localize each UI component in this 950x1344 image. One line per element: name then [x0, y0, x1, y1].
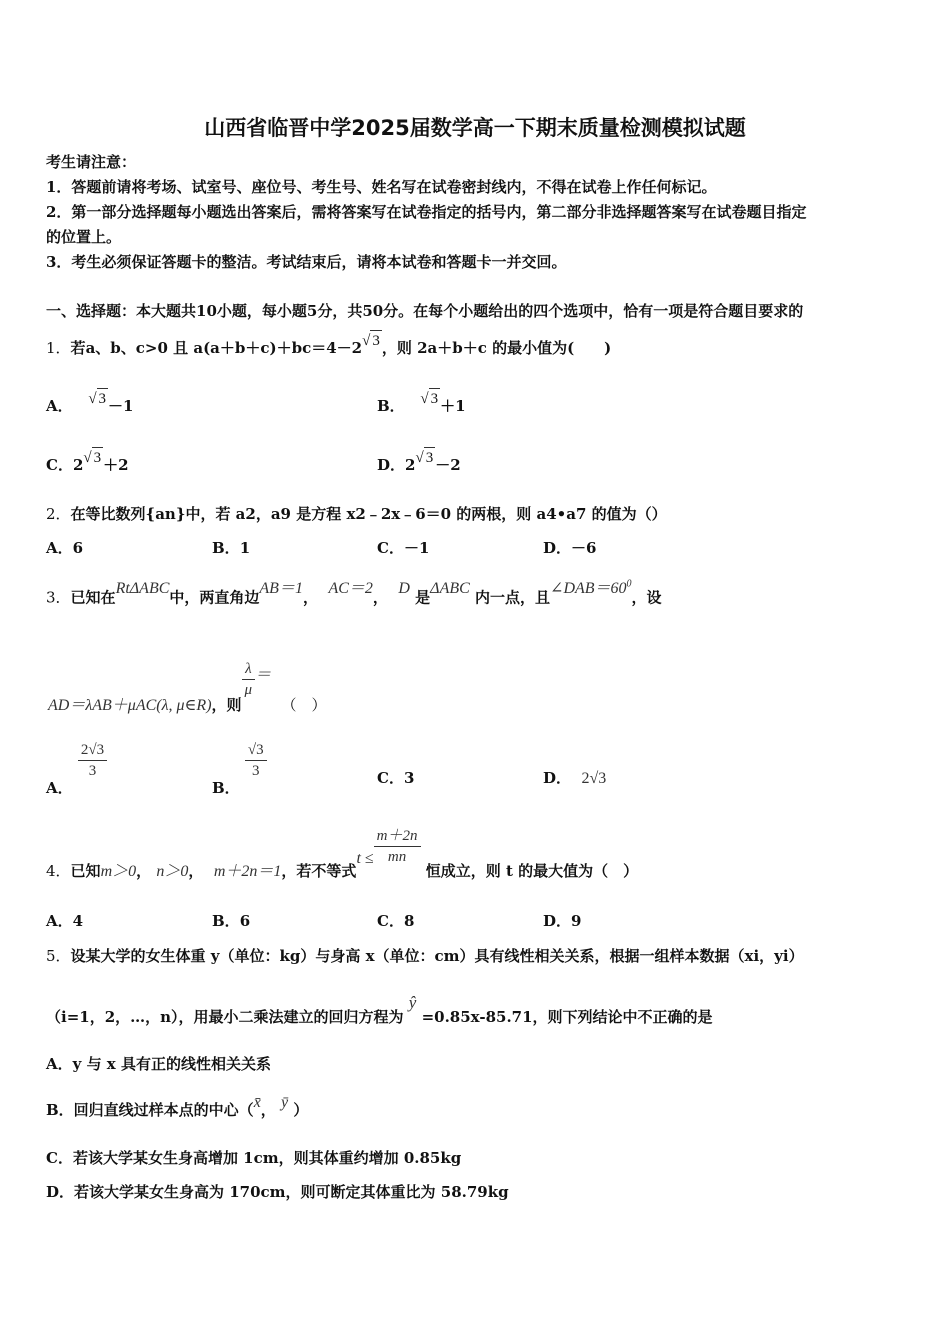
q1-sqrt: √ 3 [362, 330, 382, 351]
q1-mid: a、b、c>0 且 a(a＋b＋c)＋bc＝4－2 [85, 339, 363, 357]
q2-option-b: B．1 [212, 539, 251, 557]
question-4: 4．已知m＞0， n＞0， m＋2n＝1，若不等式t ≤ $\frac{m+2n}{mn}$ 恒成立，则 t 的最大值为（ ） [46, 828, 639, 880]
q5-option-b: B．回归直线过样本点的中心（x̄， ȳ ） [46, 1094, 309, 1119]
q5-option-d: D．若该大学某女生身高为 170cm，则可断定其体重比为 58.79kg [46, 1183, 509, 1201]
notice-item-2-cont: 的位置上。 [46, 228, 122, 246]
q1-option-c: C．2√ 3 ＋2 [46, 455, 129, 476]
question-5: 5．设某大学的女生体重 y（单位：kg）与身高 x（单位：cm）具有线性相关关系，根据一组样本数据（xi，yi） [46, 947, 804, 965]
q2-option-a: A．6 [46, 539, 84, 557]
q4-option-d: D．9 [543, 912, 582, 930]
q1-post: ，则 2a＋b＋c 的最小值为( ) [381, 339, 612, 357]
q4-option-c: C．8 [377, 912, 415, 930]
notice-heading: 考生请注意： [46, 153, 137, 171]
question-2: 2．在等比数列{an}中，若 a2，a9 是方程 x2﹣2x﹣6＝0 的两根，则 a4•a7 的值为（） [46, 505, 667, 523]
q5-option-c: C．若该大学某女生身高增加 1cm，则其体重约增加 0.85kg [46, 1149, 462, 1167]
q3-equation: AD＝λAB＋μAC(λ, μ∈R)，则 $\frac{\lambda}{\mu}$ ＝ （ ） [48, 661, 327, 714]
q1-pre: 若 [70, 339, 86, 357]
q5-line-2: （i=1，2，…，n），用最小二乘法建立的回归方程为 ŷ =0.85x-85.71，则下列结论中不正确的是 [46, 993, 713, 1026]
q2-option-d: D．－6 [543, 539, 597, 557]
q4-option-a: A．4 [46, 912, 84, 930]
q3-option-d: D． 2√3 [543, 769, 607, 787]
page-title: 山西省临晋中学2025届数学高一下期末质量检测模拟试题 [204, 116, 746, 140]
notice-item-3: 3．考生必须保证答题卡的整洁。考试结束后，请将本试卷和答题卡一并交回。 [46, 253, 567, 271]
question-1 [46, 333, 612, 359]
q1-option-a: A． √ 3 －1 [46, 396, 133, 417]
question-3: 3．已知在RtΔABC中，两直角边AB＝1， AC＝2， D 是ΔABC 内一点，且$\angle DAB=60^0$，设 [46, 579, 662, 607]
notice-item-2: 2．第一部分选择题每小题选出答案后，需将答案写在试卷指定的括号内，第二部分非选择题答案写在试卷题目指定 [46, 203, 807, 221]
q5-option-a: A．y 与 x 具有正的线性相关关系 [46, 1055, 271, 1073]
notice-item-1: 1．答题前请将考场、试室号、座位号、考生号、姓名写在试卷密封线内，不得在试卷上作任何标记。 [46, 178, 717, 196]
section-heading: 一、选择题：本大题共10小题，每小题5分，共50分。在每个小题给出的四个选项中，恰有一项是符合题目要求的 [46, 302, 804, 320]
q1-number: 1． [46, 339, 71, 357]
q3-option-b: B． $\frac{√3}{3}$ [212, 740, 267, 794]
q1-option-b: B． √ 3 ＋1 [377, 396, 466, 417]
q3-option-c: C．3 [377, 769, 415, 787]
q2-option-c: C．－1 [377, 539, 430, 557]
q3-option-a: A． $\frac{2√3}{3}$ [46, 740, 107, 794]
q1-option-d: D．2√ 3 －2 [377, 455, 461, 476]
q4-option-b: B．6 [212, 912, 251, 930]
